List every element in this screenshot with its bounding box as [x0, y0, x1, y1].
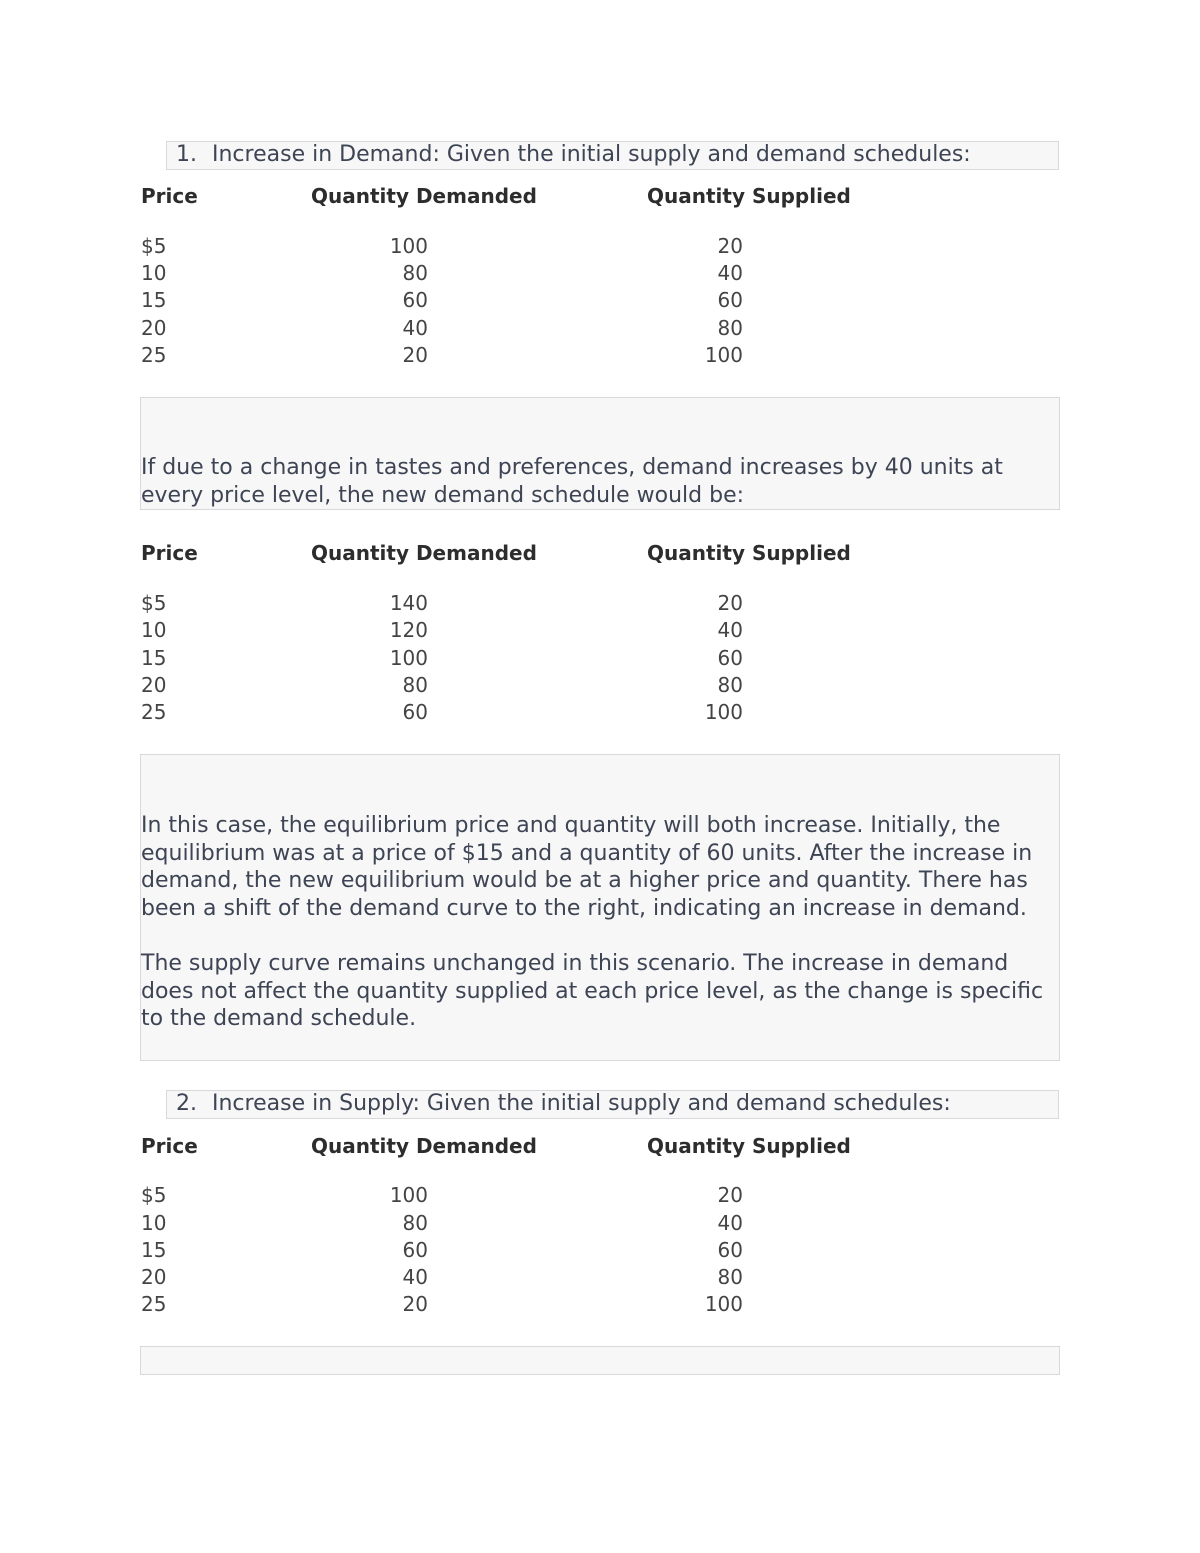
cell-quantity-supplied: 60 — [717, 288, 743, 312]
cell-price: $5 — [141, 591, 167, 615]
cell-price: 25 — [141, 700, 167, 724]
table-row — [0, 673, 1200, 700]
explanation-box — [140, 754, 1060, 1061]
table-row — [0, 1265, 1200, 1292]
cell-price: $5 — [141, 234, 167, 258]
table-row — [0, 261, 1200, 288]
cell-quantity-demanded: 20 — [402, 1292, 428, 1316]
header-price: Price — [141, 1134, 198, 1158]
section1-number: 1. — [176, 142, 197, 167]
cell-quantity-supplied: 20 — [717, 234, 743, 258]
demand-change-box — [140, 397, 1060, 510]
cell-price: 20 — [141, 316, 167, 340]
cell-quantity-supplied: 40 — [717, 618, 743, 642]
cell-quantity-supplied: 80 — [717, 1265, 743, 1289]
cell-quantity-demanded: 20 — [402, 343, 428, 367]
header-quantity-supplied: Quantity Supplied — [647, 184, 851, 208]
table-row — [0, 234, 1200, 261]
cell-quantity-demanded: 80 — [402, 261, 428, 285]
header-price: Price — [141, 541, 198, 565]
cell-quantity-demanded: 100 — [389, 646, 428, 670]
header-quantity-demanded: Quantity Demanded — [311, 184, 537, 208]
cell-price: 25 — [141, 1292, 167, 1316]
table-row — [0, 316, 1200, 343]
cell-quantity-supplied: 100 — [704, 1292, 743, 1316]
cell-quantity-supplied: 60 — [717, 1238, 743, 1262]
header-quantity-supplied: Quantity Supplied — [647, 1134, 851, 1158]
header-quantity-supplied: Quantity Supplied — [647, 541, 851, 565]
section2-number: 2. — [176, 1091, 197, 1116]
cell-quantity-demanded: 80 — [402, 1211, 428, 1235]
table-row — [0, 343, 1200, 370]
cell-quantity-demanded: 40 — [402, 316, 428, 340]
cell-quantity-demanded: 140 — [389, 591, 428, 615]
table-row — [0, 288, 1200, 315]
table-row — [0, 646, 1200, 673]
section2-heading-text: Increase in Supply: Given the initial supply and demand schedules: — [212, 1091, 951, 1116]
table-row — [0, 591, 1200, 618]
cell-quantity-demanded: 40 — [402, 1265, 428, 1289]
section2-heading — [166, 1090, 1059, 1119]
cell-quantity-demanded: 100 — [389, 234, 428, 258]
cell-quantity-demanded: 100 — [389, 1183, 428, 1207]
cell-price: 10 — [141, 1211, 167, 1235]
cell-quantity-supplied: 100 — [704, 343, 743, 367]
cell-quantity-supplied: 80 — [717, 673, 743, 697]
cell-quantity-demanded: 80 — [402, 673, 428, 697]
section1-heading-text: Increase in Demand: Given the initial supply and demand schedules: — [212, 142, 971, 167]
cell-quantity-demanded: 120 — [389, 618, 428, 642]
cell-quantity-demanded: 60 — [402, 1238, 428, 1262]
cell-price: 20 — [141, 673, 167, 697]
cell-quantity-demanded: 60 — [402, 288, 428, 312]
empty-answer-box — [140, 1346, 1060, 1375]
explanation-paragraph: In this case, the equilibrium price and quantity will both increase. Initially, the equilibrium was at a price of $15 and a quantity of 60 units. After the increase in demand, the new equilibrium would be at a higher price and quantity. There has been a shift of the demand curve to the right, indicating an increase in demand. — [141, 813, 1033, 921]
header-price: Price — [141, 184, 198, 208]
table-row — [0, 618, 1200, 645]
table-row — [0, 700, 1200, 727]
header-quantity-demanded: Quantity Demanded — [311, 541, 537, 565]
cell-price: 15 — [141, 646, 167, 670]
cell-quantity-supplied: 80 — [717, 316, 743, 340]
cell-price: 15 — [141, 1238, 167, 1262]
cell-price: $5 — [141, 1183, 167, 1207]
cell-quantity-supplied: 100 — [704, 700, 743, 724]
cell-quantity-supplied: 20 — [717, 1183, 743, 1207]
cell-price: 25 — [141, 343, 167, 367]
table-row — [0, 1183, 1200, 1210]
table-row — [0, 1211, 1200, 1238]
header-quantity-demanded: Quantity Demanded — [311, 1134, 537, 1158]
cell-price: 20 — [141, 1265, 167, 1289]
cell-quantity-supplied: 40 — [717, 1211, 743, 1235]
section1-heading — [166, 141, 1059, 170]
explanation-paragraph: The supply curve remains unchanged in this scenario. The increase in demand does not affect the quantity supplied at each price level, as the change is specific to the demand schedule. — [141, 951, 1044, 1031]
cell-price: 15 — [141, 288, 167, 312]
table-row — [0, 1238, 1200, 1265]
cell-price: 10 — [141, 261, 167, 285]
cell-quantity-supplied: 60 — [717, 646, 743, 670]
table-row — [0, 1292, 1200, 1319]
demand-change-text: If due to a change in tastes and preferences, demand increases by 40 units at every price level, the new demand schedule would be: — [141, 455, 1003, 508]
cell-price: 10 — [141, 618, 167, 642]
cell-quantity-supplied: 40 — [717, 261, 743, 285]
cell-quantity-supplied: 20 — [717, 591, 743, 615]
cell-quantity-demanded: 60 — [402, 700, 428, 724]
